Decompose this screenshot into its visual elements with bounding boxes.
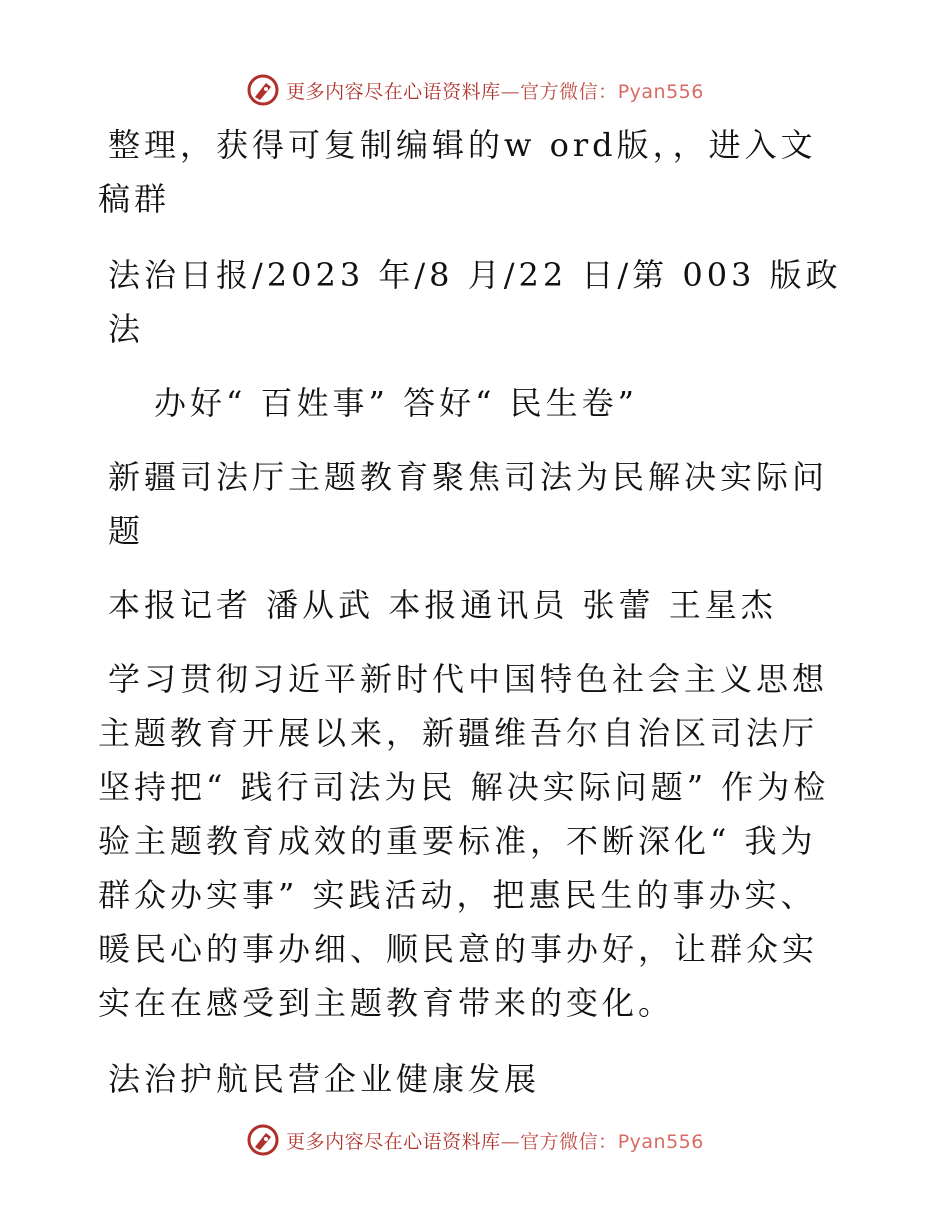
source-line: 法治日报/2023 年/8 月/22 日/第 003 版政法 xyxy=(108,256,842,348)
banner-text: 更多内容尽在心语资料库—官方微信：Pyan556 xyxy=(286,80,704,103)
headline: 办好“ 百姓事” 答好“ 民生卷” xyxy=(154,384,638,422)
byline: 本报记者 潘从武 本报通讯员 张蕾 王星杰 xyxy=(108,586,777,624)
subheadline: 新疆司法厅主题教育聚焦司法为民解决实际问题 xyxy=(108,458,829,550)
body-paragraph: 学习贯彻习近平新时代中国特色社会主义思想主题教育开展以来，新疆维吾尔自治区司法厅坚持把“ 践行司法为民 解决实际问题” 作为检验主题教育成效的重要标准，不断深化“ 我为群众办实事” 实践活动，把惠民生的事办实、暖民心的事办细、顺民意的事办好，让群众实实在在感受到主题教育带来的变化。 xyxy=(98,660,830,1022)
header-watermark-banner xyxy=(0,70,950,110)
section-heading: 法治护航民营企业健康发展 xyxy=(108,1060,541,1098)
footer-watermark-banner xyxy=(0,1120,950,1160)
intro-paragraph: 整理，获得可复制编辑的w ord版，，进入文稿群 xyxy=(98,126,817,218)
banner-text: 更多内容尽在心语资料库—官方微信：Pyan556 xyxy=(286,1130,704,1153)
pen-nib-logo-icon xyxy=(246,73,280,107)
document-body xyxy=(98,118,850,1106)
pen-nib-logo-icon xyxy=(246,1123,280,1157)
